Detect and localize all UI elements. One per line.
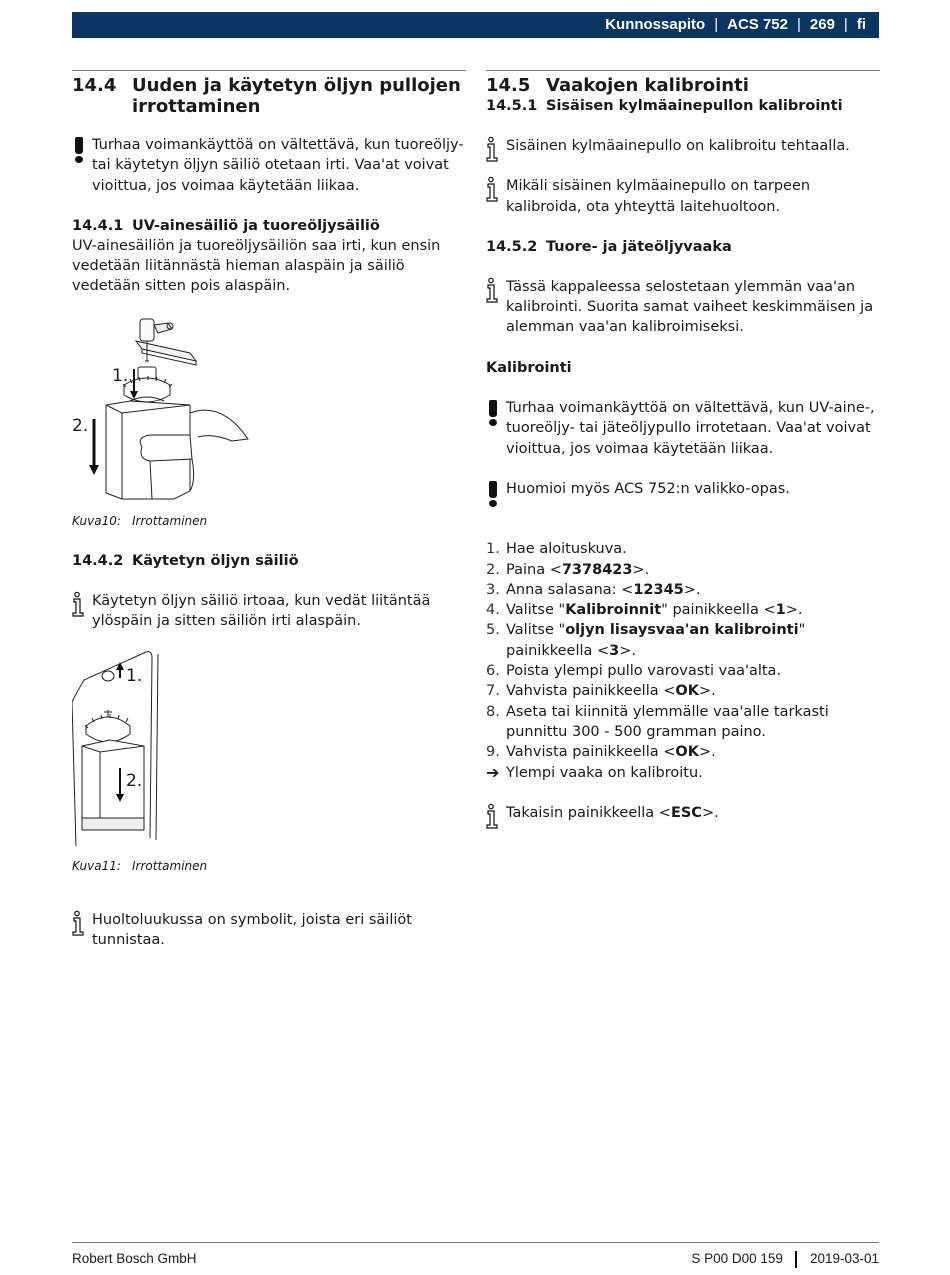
section-heading-14-5: [486, 75, 880, 96]
step-number: 5.: [486, 622, 500, 639]
step-number: 2.: [486, 561, 500, 578]
subsection-heading-14-4-2: [72, 551, 466, 571]
step-number: 9.: [486, 744, 500, 761]
header-section: Kunnossapito: [605, 15, 706, 33]
step-item: [486, 702, 880, 743]
section-heading-14-4: [72, 75, 466, 117]
right-column: [486, 70, 880, 823]
section-rule: [486, 70, 880, 71]
step-number: 6.: [486, 663, 500, 680]
info-note: [72, 910, 466, 951]
info-text: Sisäinen kylmäainepullo on kalibroitu tehtaalla.: [506, 138, 850, 154]
step-item: [486, 661, 880, 681]
figure-step-2-label: 2.: [72, 415, 89, 436]
header-language: fi: [856, 15, 866, 33]
body-paragraph: UV-ainesäiliön ja tuoreöljysäiliön saa irti, kun ensin vedetään liitännästä hieman alaspäin ja säiliö vedetään sitten pois alaspäin.: [72, 237, 441, 295]
step-item: [486, 681, 880, 701]
right-arrow-icon: ➔: [486, 762, 500, 782]
calibration-heading: Kalibrointi: [486, 359, 572, 376]
subsection-title: Tuore- ja jäteöljyvaaka: [546, 238, 732, 255]
subsection-number: 14.4.2: [72, 553, 124, 570]
subsection-title: Käytetyn öljyn säiliö: [132, 553, 299, 570]
warning-note: [72, 135, 466, 196]
warning-text: Huomioi myös ACS 752:n valikko-opas.: [506, 480, 790, 497]
step-number: 1.: [486, 541, 500, 558]
subsection-heading-14-4-1: [72, 216, 466, 236]
section-title: Vaakojen kalibrointi: [546, 75, 749, 96]
subsection-number: 14.4.1: [72, 217, 124, 234]
subsection-number: 14.5.1: [486, 98, 538, 114]
info-text: Tässä kappaleessa selostetaan ylemmän vaa'an kalibrointi. Suorita samat vaiheet keskimmäisen ja alemman vaa'an kalibroimiseksi.: [506, 278, 874, 336]
warning-text: Turhaa voimankäyttöä on vältettävä, kun tuoreöljy- tai käytetyn öljyn säiliö otetaan irti. Vaa'at voivat vioittua, jos voimaa käytetään liikaa.: [92, 137, 464, 194]
figure-step-2-label: 2.: [126, 770, 143, 791]
info-icon: [486, 136, 506, 156]
step-item: [486, 620, 880, 661]
step-text: Vahvista painikkeella <OK>.: [506, 683, 716, 700]
figure-caption: [72, 856, 466, 876]
key-code: 3: [609, 642, 620, 659]
info-text: Käytetyn öljyn säiliö irtoaa, kun vedät liitäntää ylöspäin ja sitten säiliön irti alaspäin.: [92, 593, 431, 630]
footer-separator: [795, 1251, 797, 1268]
info-note: [486, 176, 880, 217]
result-line: [486, 763, 880, 783]
warning-note: [486, 479, 880, 499]
subsection-heading-14-5-1: [486, 96, 880, 116]
subsection-title: UV-ainesäiliö ja tuoreöljysäiliö: [132, 217, 380, 234]
step-item: [486, 600, 880, 620]
header-separator: |: [714, 15, 719, 33]
caption-text: Irrottaminen: [132, 858, 208, 873]
header-separator: |: [843, 15, 848, 33]
key-code: ESC: [670, 804, 702, 821]
step-text: Poista ylempi pullo varovasti vaa'alta.: [506, 663, 782, 680]
step-number: 8.: [486, 703, 500, 720]
info-icon: [486, 277, 506, 338]
figure-step-1-label: 1.: [112, 365, 129, 386]
header-product: ACS 752: [727, 15, 788, 33]
subsection-heading-14-5-2: [486, 237, 880, 257]
subsection-title: Sisäisen kylmäainepullon kalibrointi: [546, 98, 843, 114]
password: 12345: [633, 581, 684, 598]
step-text: Valitse "oljyn lisaysvaa'an kalibrointi" painikkeella <3>.: [506, 622, 806, 659]
figure-caption: [72, 511, 466, 531]
header-page-number: 269: [809, 15, 835, 33]
footer-date: 2019-03-01: [809, 1250, 879, 1266]
warning-text: Turhaa voimankäyttöä on vältettävä, kun UV-aine-, tuoreöljy- tai jäteöljypullo irrotetaan. Vaa'at voivat vioittua, jos voimaa käytetään liikaa.: [506, 400, 875, 457]
container-removal-illustration: [72, 313, 272, 503]
key-code: 1: [775, 602, 786, 619]
info-text: Huoltoluukussa on symbolit, joista eri säiliöt tunnistaa.: [92, 911, 412, 949]
step-number: 3.: [486, 581, 500, 598]
step-item: [486, 580, 880, 600]
info-note: [72, 591, 466, 632]
menu-name: oljyn lisaysvaa'an kalibrointi: [565, 622, 799, 639]
figure-10: [72, 313, 466, 503]
warning-exclamation-icon: [486, 479, 506, 499]
key-code: OK: [675, 683, 699, 700]
step-text: Aseta tai kiinnitä ylemmälle vaa'alle tarkasti punnittu 300 - 500 gramman paino.: [506, 703, 829, 740]
step-text: Vahvista painikkeella <OK>.: [506, 744, 716, 761]
caption-label: Kuva10:: [72, 513, 121, 528]
step-item: [486, 539, 880, 559]
section-title: Uuden ja käytetyn öljyn pullojen irrottaminen: [132, 75, 461, 117]
warning-exclamation-icon: [72, 135, 92, 196]
key-code: OK: [675, 744, 699, 761]
info-icon: [486, 803, 506, 823]
info-icon: [72, 591, 92, 632]
step-number: 4.: [486, 602, 500, 619]
step-number: 7.: [486, 683, 500, 700]
section-number: 14.5: [486, 75, 531, 96]
step-item: [486, 560, 880, 580]
step-item: [486, 742, 880, 762]
figure-step-1-label: 1.: [126, 665, 143, 686]
step-text: Valitse "Kalibroinnit" painikkeella <1>.: [506, 602, 803, 619]
section-rule: [72, 70, 466, 71]
step-text: Hae aloituskuva.: [506, 541, 627, 558]
footer-rule: [72, 1242, 879, 1243]
page-footer: [72, 1249, 879, 1269]
result-text: Ylempi vaaka on kalibroitu.: [506, 764, 703, 781]
header-separator: |: [796, 15, 801, 33]
warning-exclamation-icon: [486, 398, 506, 459]
info-note: [486, 803, 880, 823]
info-icon: [486, 176, 506, 217]
left-column: [72, 70, 466, 951]
info-note: [486, 136, 880, 156]
step-text: Paina <7378423>.: [506, 561, 650, 578]
info-icon: [72, 910, 92, 951]
info-note: [486, 277, 880, 338]
header-bar: [72, 12, 879, 38]
key-code: 7378423: [561, 561, 633, 578]
menu-name: Kalibroinnit: [565, 602, 662, 619]
warning-note: [486, 398, 880, 459]
footer-document-id: S P00 D00 159: [691, 1250, 783, 1266]
info-text: Takaisin painikkeella <ESC>.: [506, 804, 719, 821]
footer-company: Robert Bosch GmbH: [72, 1250, 197, 1266]
calibration-steps: [486, 539, 880, 762]
figure-11: [72, 650, 466, 846]
info-text: Mikäli sisäinen kylmäainepullo on tarpeen kalibroida, ota yhteyttä laitehuoltoon.: [506, 178, 811, 215]
step-text: Anna salasana: <12345>.: [506, 581, 701, 598]
caption-text: Irrottaminen: [132, 513, 208, 528]
section-number: 14.4: [72, 75, 117, 96]
subsection-number: 14.5.2: [486, 238, 538, 255]
caption-label: Kuva11:: [72, 858, 121, 873]
